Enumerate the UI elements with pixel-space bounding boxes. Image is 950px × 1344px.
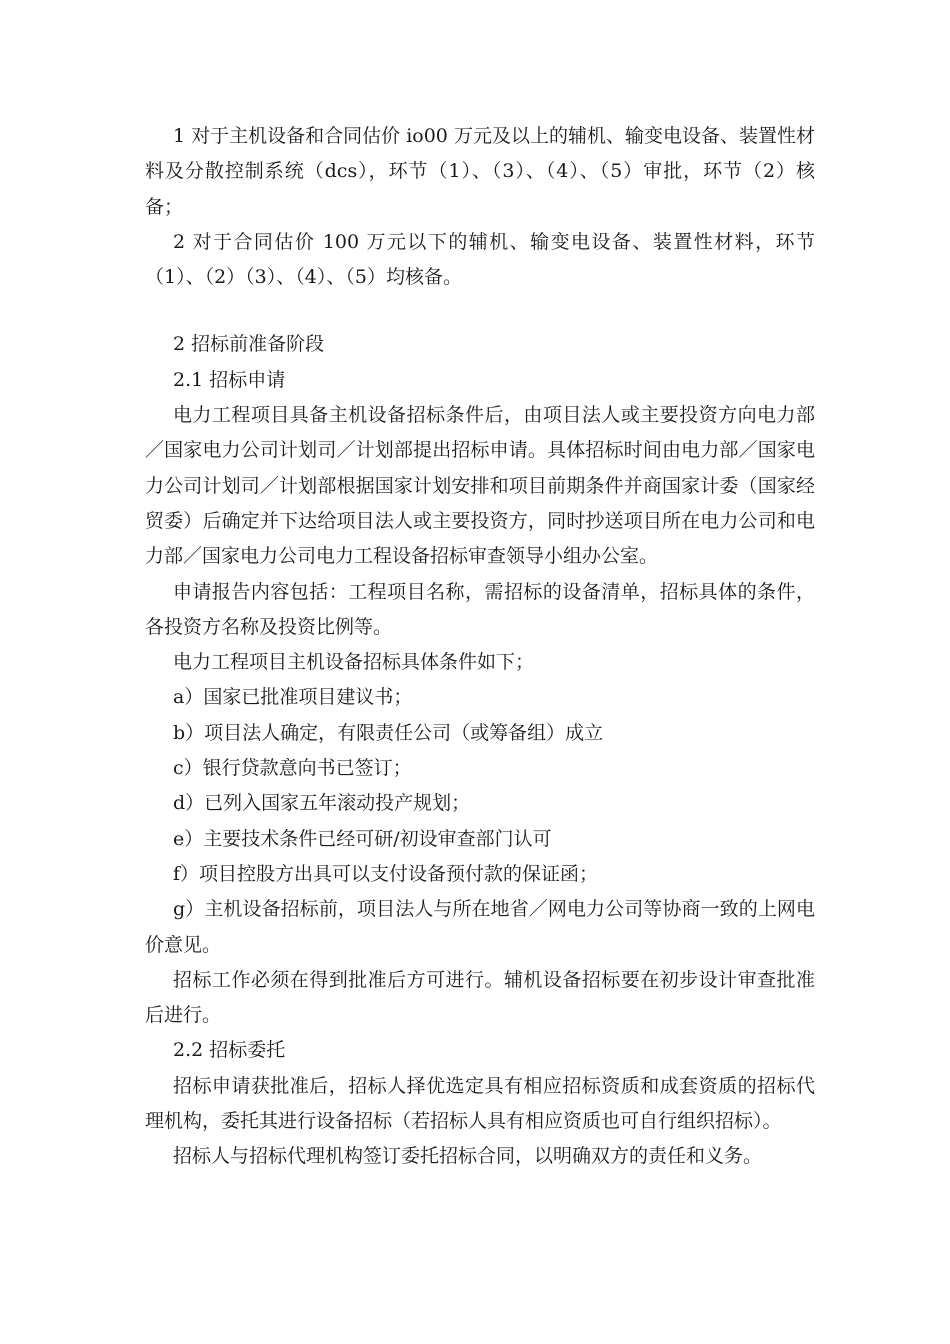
list-item-d: d）已列入国家五年滚动投产规划； <box>173 792 471 815</box>
paragraph-approval-required: 招标工作必须在得到批准后方可进行。辅机设备招标要在初步设计审查批准后进行。 <box>145 968 815 1027</box>
subsection-heading-2-1: 2.1 招标申请 <box>173 368 286 391</box>
paragraph-approval-rule-2: 2 对于合同估价 100 万元以下的辅机、输变电设备、装置性材料，环节（1）、（2）（3）、（4）、（5）均核备。 <box>145 230 815 289</box>
list-item-g: g）主机设备招标前，项目法人与所在地省／网电力公司等协商一致的上网电价意见。 <box>145 898 815 956</box>
paragraph-approval-rule-1: 1 对于主机设备和合同估价 io00 万元及以上的辅机、输变电设备、装置性材料及分散控制系统（dcs），环节（1）、（3）、（4）、（5）审批，环节（2）核备； <box>145 125 815 218</box>
paragraph-application: 电力工程项目具备主机设备招标条件后，由项目法人或主要投资方向电力部／国家电力公司计划司／计划部提出招标申请。具体招标时间由电力部／国家电力公司计划司／计划部根据国家计划安排和项目前期条件并商国家计委（国家经贸委）后确定并下达给项目法人或主要投资方，同时抄送项目所在电力公司和电力部／国家电力公司电力工程设备招标审查领导小组办公室。 <box>145 404 815 568</box>
list-item-a: a）国家已批准项目建议书； <box>173 686 413 709</box>
section-gap <box>145 295 815 327</box>
list-item-c: c）银行贷款意向书已签订； <box>173 757 412 780</box>
paragraph-entrustment: 招标申请获批准后，招标人择优选定具有相应招标资质和成套资质的招标代理机构，委托其进行设备招标（若招标人具有相应资质也可自行组织招标）。 <box>145 1074 815 1133</box>
list-item-b: b）项目法人确定，有限责任公司（或筹备组）成立 <box>173 721 604 744</box>
list-item-e: e）主要技术条件已经可研/初设审查部门认可 <box>173 827 552 850</box>
paragraph-conditions-intro: 电力工程项目主机设备招标具体条件如下； <box>173 651 535 674</box>
section-heading-2: 2 招标前准备阶段 <box>173 333 325 356</box>
list-item-f: f）项目控股方出具可以支付设备预付款的保证函； <box>173 862 599 885</box>
subsection-heading-2-2: 2.2 招标委托 <box>173 1039 286 1062</box>
document-body <box>145 119 815 1175</box>
paragraph-application-content: 申请报告内容包括：工程项目名称，需招标的设备清单，招标具体的条件，各投资方名称及投资比例等。 <box>145 580 815 638</box>
paragraph-contract: 招标人与招标代理机构签订委托招标合同，以明确双方的责任和义务。 <box>173 1145 763 1168</box>
